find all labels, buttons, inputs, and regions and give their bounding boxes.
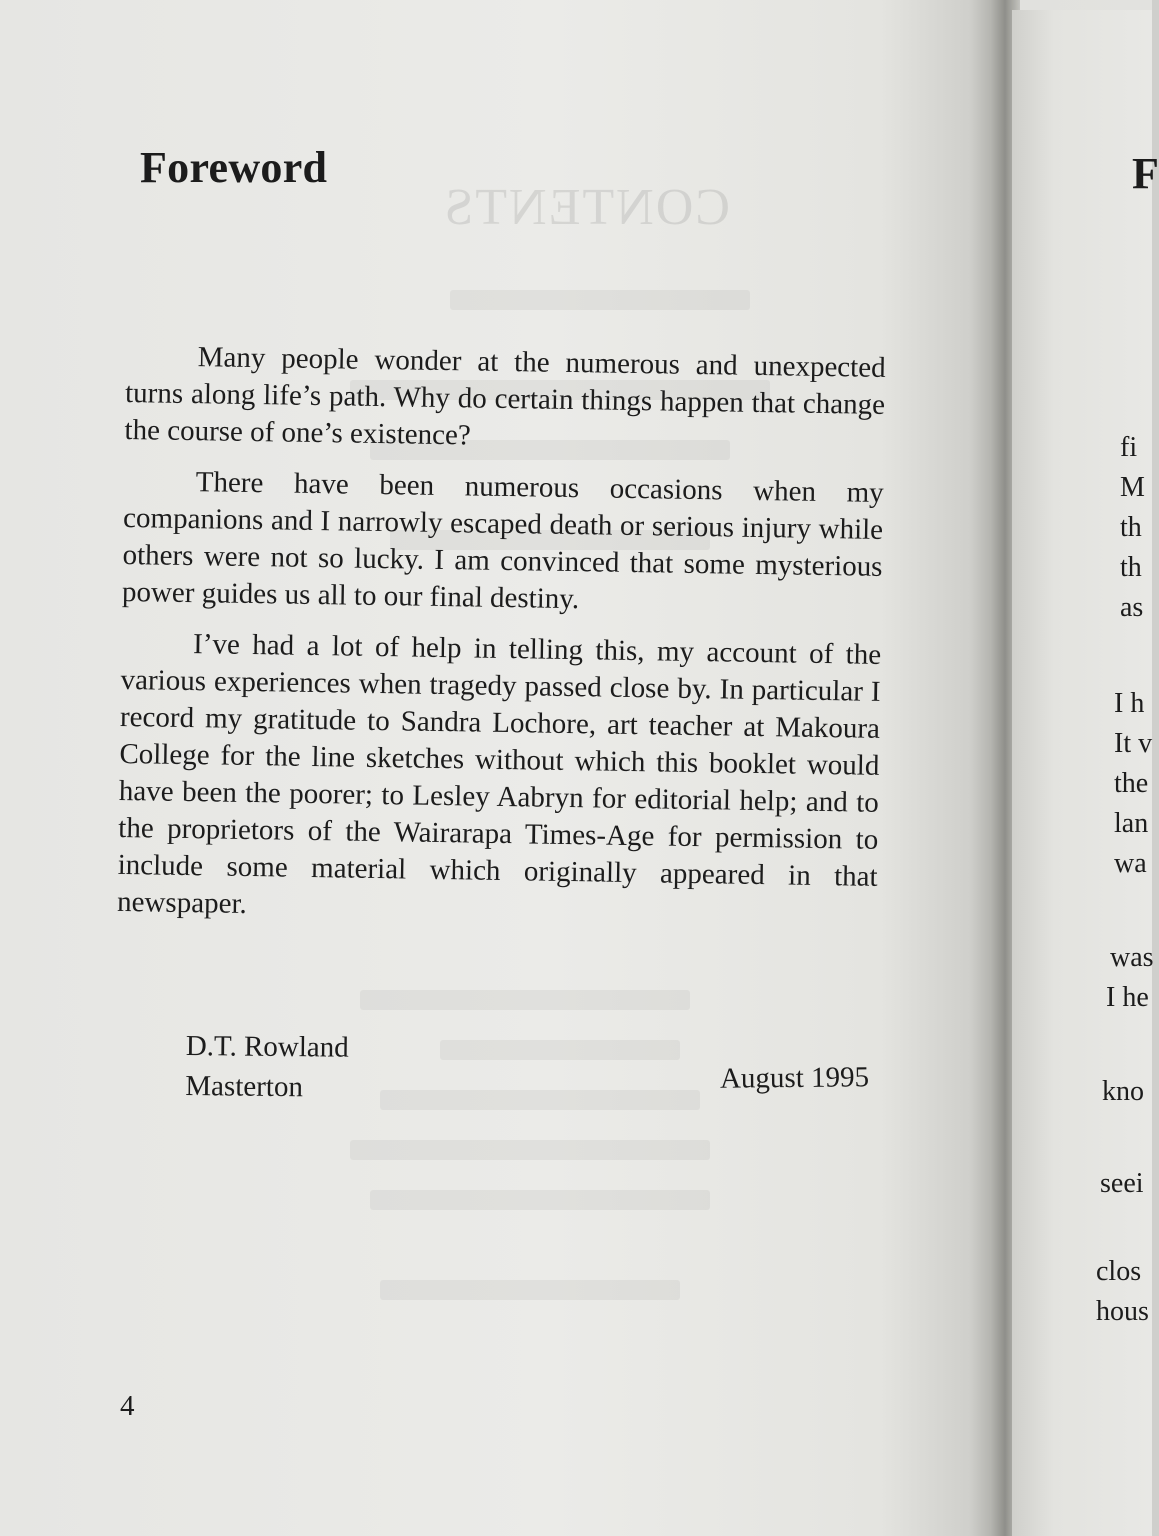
foreword-body bbox=[117, 338, 886, 947]
page-number: 4 bbox=[120, 1390, 135, 1422]
show-through-heading: CONTENTS bbox=[442, 179, 730, 236]
author-place: Masterton bbox=[185, 1069, 304, 1104]
next-page-line-fragment: th bbox=[1120, 512, 1142, 543]
show-through-line bbox=[360, 990, 690, 1010]
next-page-line-fragment: th bbox=[1120, 552, 1142, 583]
next-page-fragments bbox=[1012, 0, 1159, 1536]
next-page-line-fragment: M bbox=[1120, 472, 1145, 503]
show-through-line bbox=[380, 1280, 680, 1300]
show-through-line bbox=[370, 1190, 710, 1210]
next-page-line-fragment: I h bbox=[1114, 688, 1145, 719]
author-name: D.T. Rowland bbox=[185, 1029, 349, 1064]
next-page-line-fragment: kno bbox=[1102, 1076, 1144, 1107]
next-page-line-fragment: fi bbox=[1120, 432, 1138, 463]
next-page-line-fragment: wa bbox=[1114, 848, 1147, 879]
next-page-line-fragment: was bbox=[1110, 942, 1154, 973]
next-page-line-fragment: lan bbox=[1114, 808, 1149, 839]
foreword-date: August 1995 bbox=[719, 1061, 870, 1095]
paragraph: There have been numerous occasions when my companions and I narrowly escaped death or serious injury while others were not so lucky. I am convinced that some mysterious power guides us all to our final destiny. bbox=[121, 466, 884, 616]
show-through-line bbox=[440, 1040, 680, 1060]
next-page-line-fragment: It v bbox=[1114, 728, 1153, 759]
signature-block bbox=[185, 1026, 349, 1108]
next-page-line-fragment: hous bbox=[1096, 1296, 1149, 1327]
show-through-line bbox=[380, 1090, 700, 1110]
next-page-line-fragment: I he bbox=[1106, 982, 1149, 1013]
page-title: Foreword bbox=[140, 143, 328, 192]
next-page-line-fragment: clos bbox=[1096, 1256, 1142, 1287]
next-page-line-fragment: the bbox=[1114, 768, 1149, 799]
show-through-line bbox=[350, 1140, 710, 1160]
next-page-line-fragment: as bbox=[1120, 592, 1144, 623]
show-through-line bbox=[450, 290, 750, 310]
next-page-title-fragment: F bbox=[1132, 149, 1159, 198]
next-page-line-fragment: seei bbox=[1100, 1168, 1144, 1199]
paragraph: I’ve had a lot of help in telling this, my account of the various experiences when tragedy passed close by. In particular I record my gratitude to Sandra Lochore, art teacher at Makoura College for the line sketches without which this booklet would have been the poorer; to Lesley Aabryn for editorial help; and to the proprietors of the Wairarapa Times-Age for permission to include some material which originally appeared in that newspaper. bbox=[116, 628, 882, 920]
paragraph: Many people wonder at the numerous and unexpected turns along life’s path. Why do certain things happen that change the course of one’s existence? bbox=[124, 341, 886, 452]
